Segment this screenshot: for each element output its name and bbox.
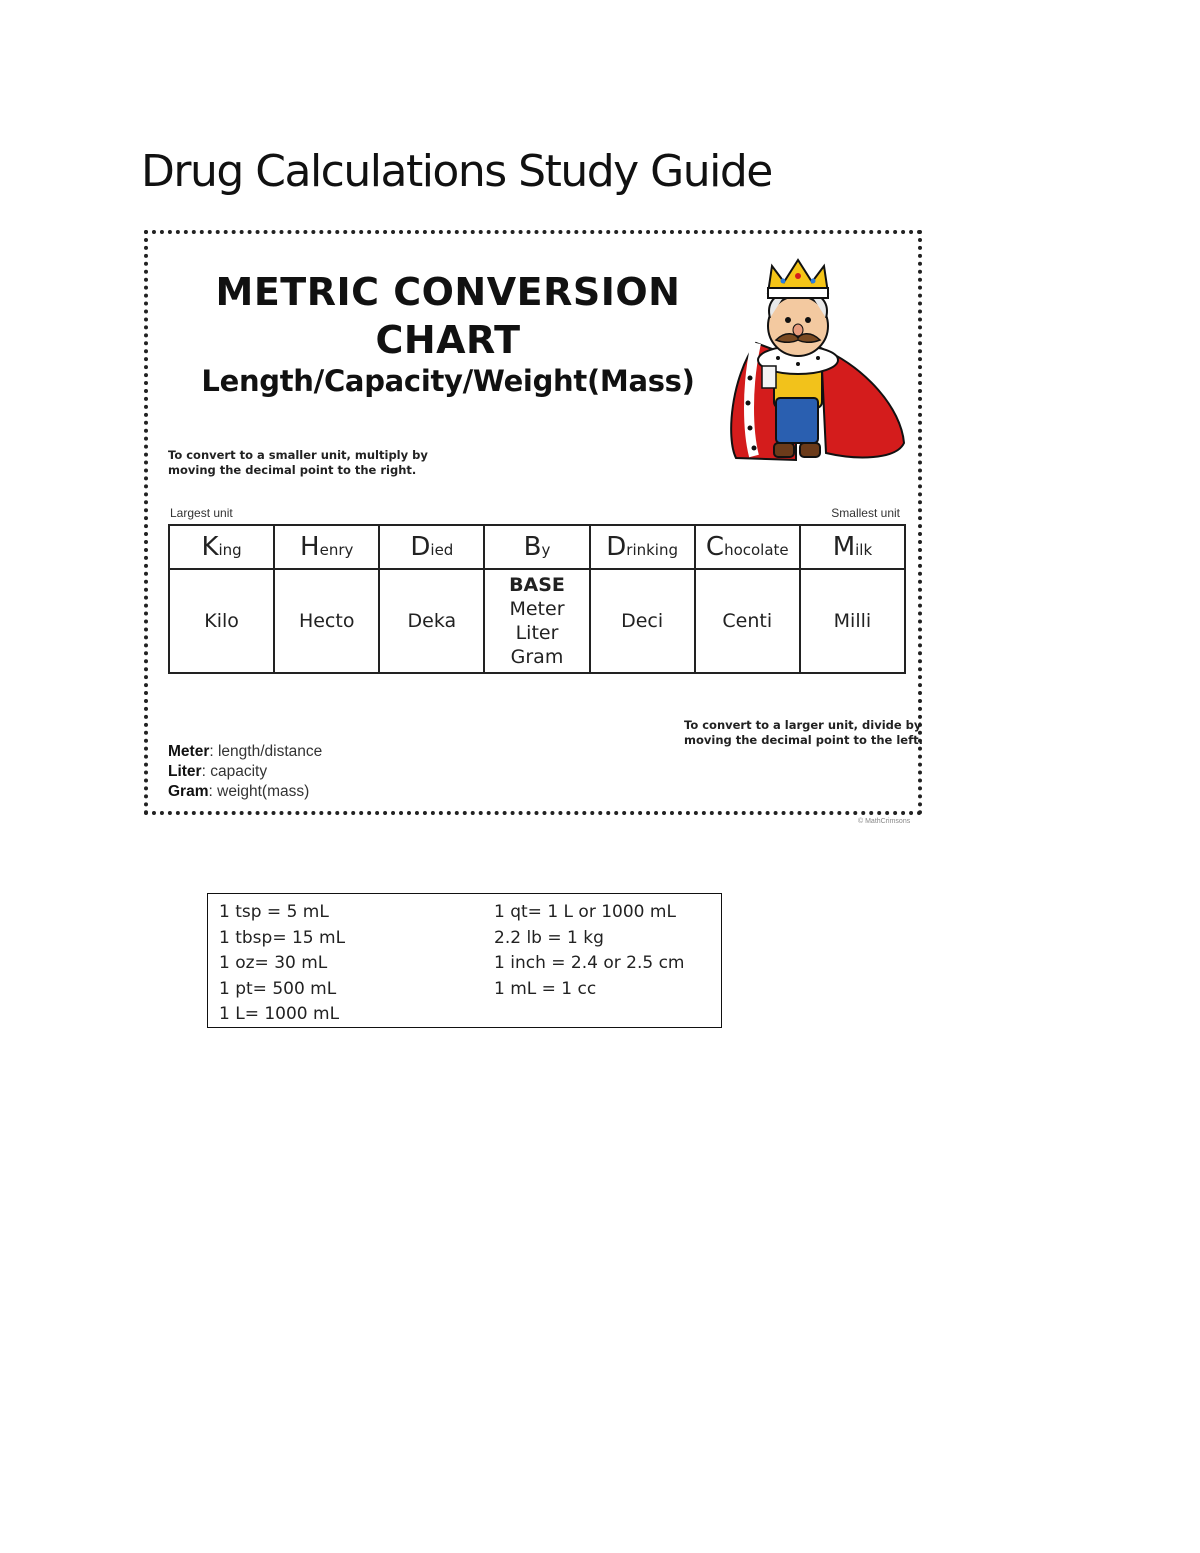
multiply-note: To convert to a smaller unit, multiply by moving the decimal point to the right. xyxy=(168,448,428,477)
prefix-cell-kilo: Kilo xyxy=(169,569,274,673)
chart-title xyxy=(178,268,718,364)
definition-gram: Gram: weight(mass) xyxy=(168,783,310,800)
king-illustration xyxy=(726,248,911,468)
prefix-cell-deka: Deka xyxy=(379,569,484,673)
chart-subtitle: Length/Capacity/Weight(Mass) xyxy=(201,364,695,398)
base-unit: Liter xyxy=(515,622,559,644)
watermark: © MathCrimsons xyxy=(858,818,911,825)
unit-definitions xyxy=(168,742,322,802)
mnemonic-cell: King xyxy=(169,525,274,569)
mnemonic-cell: Died xyxy=(379,525,484,569)
divide-note: To convert to a larger unit, divide by moving the decimal point to the left. xyxy=(684,718,923,747)
metric-conversion-chart xyxy=(144,230,922,815)
equivalent-line: 1 L= 1000 mL xyxy=(219,1004,340,1025)
base-unit: Meter xyxy=(509,598,565,620)
equivalents-left-column xyxy=(219,900,345,1028)
base-unit: Gram xyxy=(510,646,564,668)
definition-meter: Meter: length/distance xyxy=(168,743,323,760)
equivalent-line: 1 qt= 1 L or 1000 mL xyxy=(494,902,676,922)
definition-liter: Liter: capacity xyxy=(168,763,268,780)
mnemonic-cell: Milk xyxy=(800,525,905,569)
chart-title-line2: CHART xyxy=(375,318,521,362)
equivalents-right-column xyxy=(494,900,684,1002)
chart-title-line1: METRIC CONVERSION xyxy=(215,270,681,314)
equivalent-line: 2.2 lb = 1 kg xyxy=(494,927,604,948)
prefix-table xyxy=(168,524,906,674)
mnemonic-cell: Chocolate xyxy=(695,525,800,569)
equivalent-line: 1 pt= 500 mL xyxy=(219,978,337,999)
mnemonic-cell: By xyxy=(484,525,589,569)
mnemonic-cell: Henry xyxy=(274,525,379,569)
equivalent-line: 1 tsp = 5 mL xyxy=(219,902,329,922)
prefix-cell-centi: Centi xyxy=(695,569,800,673)
mnemonic-row xyxy=(169,525,905,569)
prefix-cell-milli: Milli xyxy=(800,569,905,673)
equivalent-line: 1 oz= 30 mL xyxy=(219,953,328,974)
equivalent-line: 1 mL = 1 cc xyxy=(494,978,597,999)
smallest-unit-label: Smallest unit xyxy=(831,506,900,520)
largest-unit-label: Largest unit xyxy=(170,506,233,520)
mnemonic-cell: Drinking xyxy=(590,525,695,569)
page-title: Drug Calculations Study Guide xyxy=(141,146,772,197)
base-heading: BASE xyxy=(509,574,565,596)
equivalent-line: 1 tbsp= 15 mL xyxy=(219,927,346,948)
equivalents-box xyxy=(207,893,722,1028)
prefix-row xyxy=(169,569,905,673)
prefix-cell-base xyxy=(484,569,589,673)
equivalent-line: 1 inch = 2.4 or 2.5 cm xyxy=(494,953,685,974)
prefix-cell-deci: Deci xyxy=(590,569,695,673)
prefix-cell-hecto: Hecto xyxy=(274,569,379,673)
